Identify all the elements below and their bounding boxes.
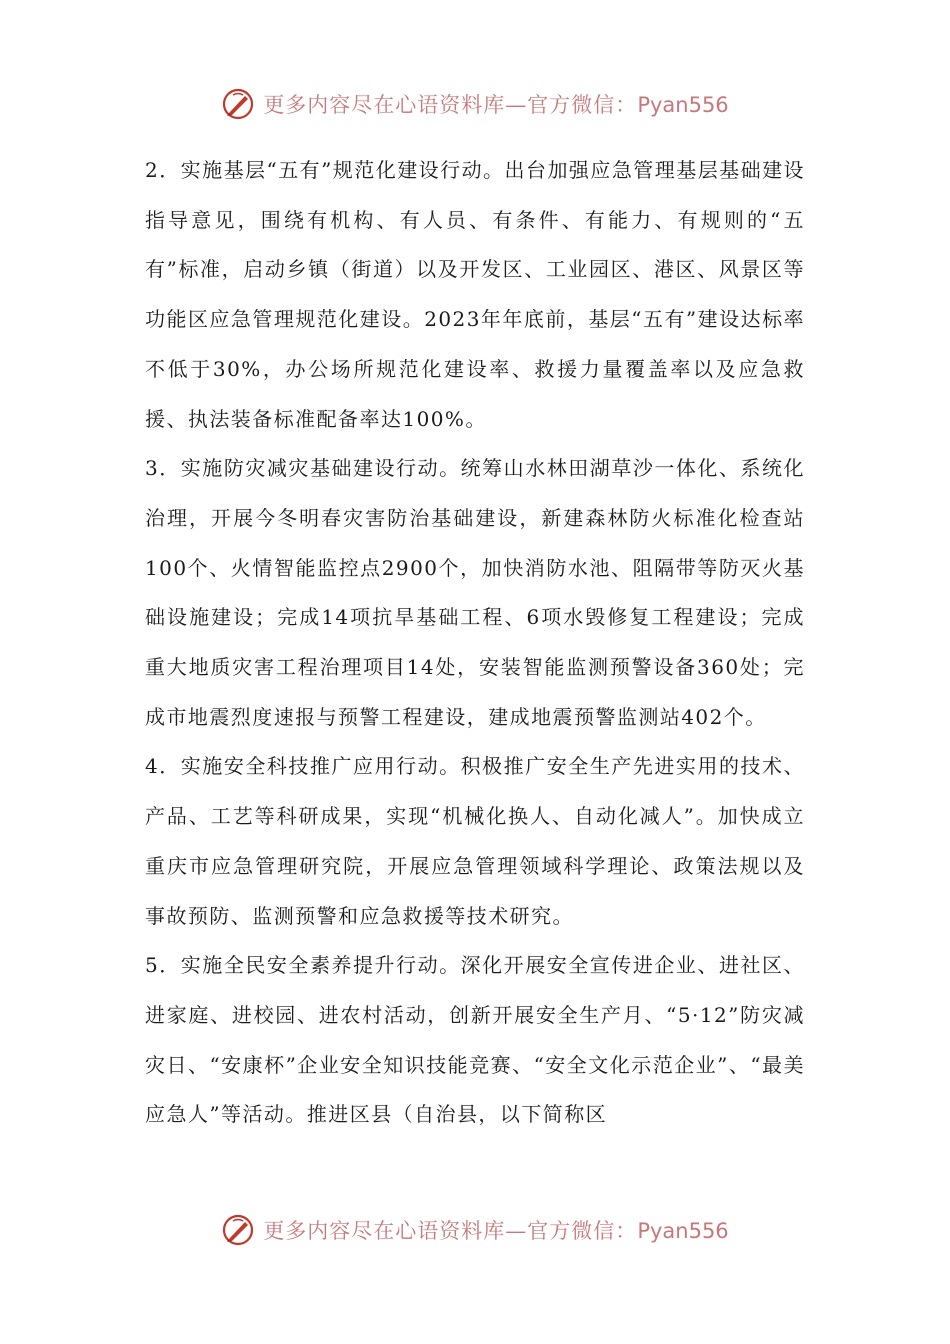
paragraph: 4．实施安全科技推广应用行动。积极推广安全生产先进实用的技术、产品、工艺等科研成果，实现“机械化换人、自动化减人”。加快成立重庆市应急管理研究院，开展应急管理领域科学理论、政策法规以及事故预防、监测预警和应急救援等技术研究。	[145, 754, 805, 928]
paragraph: 5．实施全民安全素养提升行动。深化开展安全宣传进企业、进社区、进家庭、进校园、进农村活动，创新开展安全生产月、“5·12”防灾减灾日、“安康杯”企业安全知识技能竞赛、“安全文化示范企业”、“最美应急人”等活动。推进区县（自治县，以下简称区	[145, 953, 805, 1127]
pen-logo-icon	[221, 1213, 255, 1247]
document-body	[145, 146, 805, 1140]
wechat-id: Pyan556	[637, 93, 729, 117]
banner-text: 更多内容尽在心语资料库—官方微信：Pyan556	[263, 1219, 729, 1243]
header-banner	[0, 84, 950, 124]
pen-logo-icon	[221, 87, 255, 121]
paragraph: 3．实施防灾减灾基础建设行动。统筹山水林田湖草沙一体化、系统化治理，开展今冬明春灾害防治基础建设，新建森林防火标准化检查站100个、火情智能监控点2900个，加快消防水池、阻隔带等防灭火基础设施建设；完成14项抗旱基础工程、6项水毁修复工程建设；完成重大地质灾害工程治理项目14处，安装智能监测预警设备360处；完成市地震烈度速报与预警工程建设，建成地震预警监测站402个。	[145, 456, 805, 729]
wechat-id: Pyan556	[637, 1219, 729, 1243]
footer-banner	[0, 1210, 950, 1250]
paragraph: 2．实施基层“五有”规范化建设行动。出台加强应急管理基层基础建设指导意见，围绕有机构、有人员、有条件、有能力、有规则的“五有”标准，启动乡镇（街道）以及开发区、工业园区、港区、风景区等功能区应急管理规范化建设。2023年年底前，基层“五有”建设达标率不低于30%，办公场所规范化建设率、救援力量覆盖率以及应急救援、执法装备标准配备率达100%。	[145, 158, 805, 431]
banner-text: 更多内容尽在心语资料库—官方微信：Pyan556	[263, 93, 729, 117]
